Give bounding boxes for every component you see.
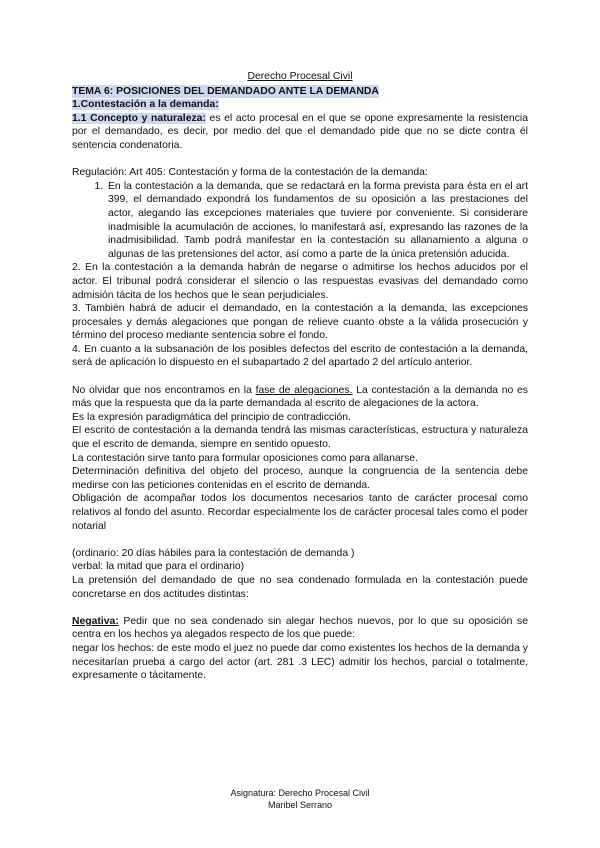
topic-title: TEMA 6: POSICIONES DEL DEMANDADO ANTE LA DEMANDA [72,85,379,97]
object-paragraph: Determinación definitiva del objeto del proceso, aunque la congruencia de la sentencia debe medirse con las peticiones contenidas en el escrito de demanda. [72,466,528,491]
phase-note-underlined: fase de alegaciones. [255,384,353,396]
regulation-list [72,180,528,262]
regulation-item-1: 1. En la contestación a la demanda, que se redactará en la forma prevista para ésta en el art 399, el demandado expondrá los fundamentos de su oposición a las prestaciones del actor, alegando las excepciones materiales que tuviere por conveniente. Si considerare inadmisible la acumulación de acciones, lo manifestará así, expresando las razones de la inadmisibilidad. Tamb podrá manifestar en la contestación su allanamiento a alguna o algunas de las pretensiones del actor, así como a parte de la única pretensión aducida. [106,180,528,262]
negative-detail: negar los hechos: de este modo el juez no puede dar como existentes los hechos de la demanda y necesitarían prueba a cargo del actor (art. 281 .3 LEC) admitir los hechos, parcial o totalmente, expresamente o tácitamente. [72,642,528,682]
claim-paragraph: La pretensión del demandado de que no sea condenado formulada en la contestación puede concretarse en dos actitudes distintas: [72,574,528,600]
footer-subject: Asignatura: Derecho Procesal Civil [230,788,370,798]
paradigm-paragraph: Es la expresión paradigmática del principio de contradicción. [72,411,351,423]
concept-text: es el acto procesal en el que se opone expresamente la resistencia por el demandado, es decir, por medio del que el demandado pide que no se dicte contra él sentencia condenatoria. [72,112,528,151]
regulation-intro: Regulación: Art 405: Contestación y forma de la contestación de la demanda: [72,167,428,179]
same-structure-paragraph: El escrito de contestación a la demanda tendrá las mismas características, estructura y naturaleza que el escrito de demanda, siempre en sentido opuesto. [72,425,528,451]
regulation-item-2: 2. En la contestación a la demanda habrán de negarse o admitirse los hechos aducidos por el actor. El tribunal podrá considerar el silencio o las respuestas evasivas del demandado como admisión tácita de los hechos que le sean perjudiciales. [72,262,528,301]
concept-label: 1.1 Concepto y naturaleza: [72,112,206,124]
serves-paragraph: La contestación sirve tanto para formular oposiciones como para allanarse. [72,452,418,464]
document-body [72,70,528,683]
negative-label: Negativa: [72,615,119,627]
phase-note-pre: No olvidar que nos encontramos en la [72,384,256,396]
negative-paragraph [72,615,528,642]
section-heading: 1.Contestación a la demanda: [72,99,219,111]
footer-author: Maribel Serrano [267,800,333,810]
verbal-term: verbal: la mitad que para el ordinario) [72,561,245,573]
document-header: Derecho Procesal Civil [247,71,353,82]
regulation-item-4: 4. En cuanto a la subsanación de los posibles defectos del escrito de contestación a la demanda, será de aplicación lo dispuesto en el subapartado 2 del apartado 2 del artículo anterior. [72,343,528,369]
documents-paragraph: Obligación de acompañar todos los documentos necesarios tanto de carácter procesal como relativos al fondo del asunto. Recordar especialmente los de carácter procesal tales como el poder notarial [72,493,528,532]
phase-note-post: La contestación a la demanda no es más que la respuesta que da la parte demandada al escrito de alegaciones de la actora. [72,384,528,410]
regulation-item-3: 3. También habrá de aducir el demandado, en la contestación a la demanda, las excepciones procesales y demás alegaciones que pongan de relieve cuanto obste a la válida prosecución y término del proceso mediante sentencia sobre el fondo. [72,303,528,342]
ordinary-term: (ordinario: 20 días hábiles para la contestación de demanda ) [72,547,355,559]
concept-paragraph [72,112,528,153]
phase-note [72,384,528,411]
negative-text: Pedir que no sea condenado sin alegar hechos nuevos, por lo que su oposición se centra en los hechos ya alegados respecto de los que puede: [72,615,528,641]
page-footer [0,787,600,811]
